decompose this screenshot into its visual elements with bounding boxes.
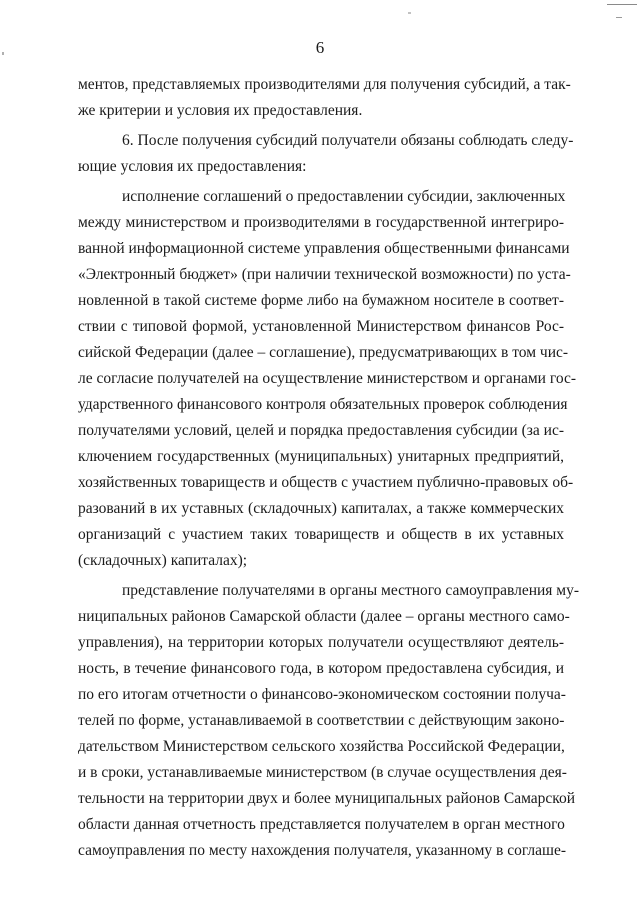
text-line: разований в их уставных (складочных) капиталах, а также коммерческих: [78, 500, 564, 517]
text-line: организаций с участием таких товариществ и обществ в их уставных: [78, 526, 564, 543]
text-line: дательством Министерством сельского хозяйства Российской Федерации,: [78, 738, 565, 755]
text-line: (складочных) капиталах);: [78, 552, 248, 569]
text-line: сийской Федерации (далее – соглашение), предусматривающих в том чис-: [78, 344, 569, 361]
text-line: тельности на территории двух и более муниципальных районов Самарской: [78, 790, 576, 807]
text-line: хозяйственных товариществ и обществ с участием публично-правовых об-: [78, 474, 574, 491]
document-body: [78, 72, 580, 864]
scan-artifact-line: [607, 4, 637, 5]
paragraph-continuation: [78, 72, 571, 124]
text-line: области данная отчетность представляется получателем в орган местного: [78, 816, 565, 833]
scan-speck: [408, 12, 411, 14]
scan-artifact-dash: [616, 17, 622, 18]
text-line: же критерии и условия их предоставления.: [78, 102, 363, 119]
text-line: «Электронный бюджет» (при наличии технической возможности) по уста-: [78, 266, 571, 283]
paragraph-reporting: [78, 578, 580, 864]
text-line: представление получателями в органы местного самоуправления му-: [122, 582, 580, 599]
text-line: и в сроки, устанавливаемые министерством (в случае осуществления дея-: [78, 764, 567, 781]
text-line: ванной информационной системе управления общественными финансами: [78, 240, 570, 257]
page-number: 6: [315, 38, 325, 57]
text-line: ствии с типовой формой, установленной Министерством финансов Рос-: [78, 318, 564, 335]
text-line: ниципальных районов Самарской области (далее – органы местного само-: [78, 608, 570, 625]
text-line: ющие условия их предоставления:: [78, 158, 307, 175]
text-line: ключением государственных (муниципальных) унитарных предприятий,: [78, 448, 564, 465]
text-line: по его итогам отчетности о финансово-экономическом состоянии получа-: [78, 686, 566, 703]
text-line: ударственного финансового контроля обязательных проверок соблюдения: [78, 396, 568, 413]
text-line: исполнение соглашений о предоставлении субсидии, заключенных: [122, 188, 566, 205]
text-line: самоуправления по месту нахождения получателя, указанному в соглаше-: [78, 842, 567, 859]
text-line: получателями условий, целей и порядка предоставления субсидии (за ис-: [78, 422, 564, 439]
text-line: ментов, представляемых производителями для получения субсидий, а так-: [78, 76, 571, 93]
text-line: ность, в течение финансового года, в котором предоставлена субсидия, и: [78, 660, 564, 677]
paragraph-agreement-execution: [78, 184, 576, 574]
paragraph-item-6: [78, 128, 574, 180]
text-line: телей по форме, устанавливаемой в соответствии с действующим законо-: [78, 712, 565, 729]
text-line: новленной в такой системе форме либо на бумажном носителе в соответ-: [78, 292, 564, 309]
text-line: управления), на территории которых получатели осуществляют деятель-: [78, 634, 564, 651]
text-line: ле согласие получателей на осуществление министерством и органами гос-: [78, 370, 576, 387]
text-line: между министерством и производителями в государственной интегриро-: [78, 214, 564, 231]
text-line: 6. После получения субсидий получатели обязаны соблюдать следу-: [122, 132, 574, 149]
